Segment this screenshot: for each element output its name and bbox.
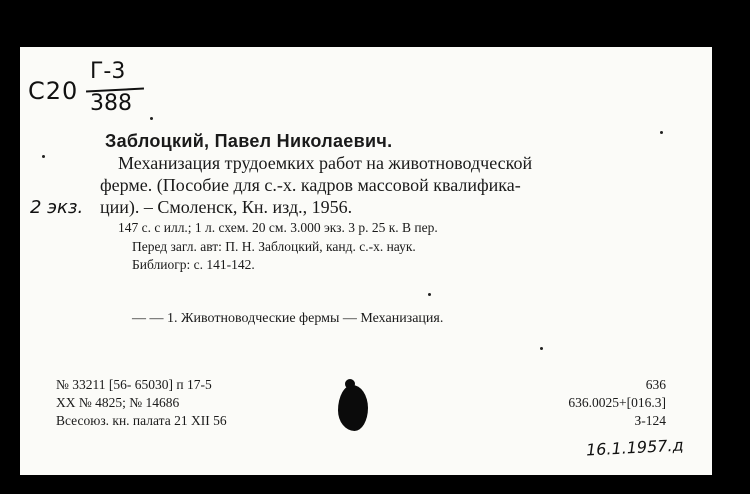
- speck: [428, 293, 431, 296]
- registration-line-1: № 33211 [56- 65030] п 17-5: [56, 377, 212, 392]
- classification-line-3: З-124: [634, 413, 666, 428]
- speck: [150, 117, 153, 120]
- shelfmark-prefix: С20: [28, 77, 79, 105]
- title-line-3: ции). – Смоленск, Кн. изд., 1956.: [100, 197, 353, 217]
- registration-line-3: Всесоюз. кн. палата 21 XII 56: [56, 413, 227, 428]
- title-line-1: Механизация трудоемких работ на животноводческой: [118, 153, 533, 173]
- author-heading: Заблоцкий, Павел Николаевич.: [105, 131, 393, 151]
- classification-line-1: 636: [645, 377, 666, 392]
- speck: [660, 131, 663, 134]
- note-author-line: Перед загл. авт: П. Н. Заблоцкий, канд. с.-х. наук.: [132, 239, 416, 254]
- shelfmark-top: Г-3: [90, 59, 126, 84]
- title-line-2: ферме. (Пособие для с.-х. кадров массовой квалифика-: [100, 175, 521, 195]
- shelfmark-bottom: 388: [90, 91, 132, 116]
- copies-annotation: 2 экз.: [30, 197, 84, 218]
- catalog-card: [20, 47, 712, 475]
- subject-heading: — — 1. Животноводческие фермы — Механизация.: [132, 311, 444, 326]
- note-bibliography-line: Библиогр: с. 141-142.: [132, 257, 255, 272]
- speck: [42, 155, 45, 158]
- classification-line-2: 636.0025+[016.3]: [568, 395, 666, 410]
- handwritten-date: 16.1.1957.д: [585, 435, 685, 460]
- speck: [540, 347, 543, 350]
- registration-line-2: XX № 4825; № 14686: [56, 395, 180, 410]
- ink-blot-drop: [345, 379, 355, 389]
- ink-blot: [338, 385, 368, 431]
- collation-line: 147 с. с илл.; 1 л. схем. 20 см. 3.000 экз. 3 р. 25 к. В пер.: [118, 220, 438, 235]
